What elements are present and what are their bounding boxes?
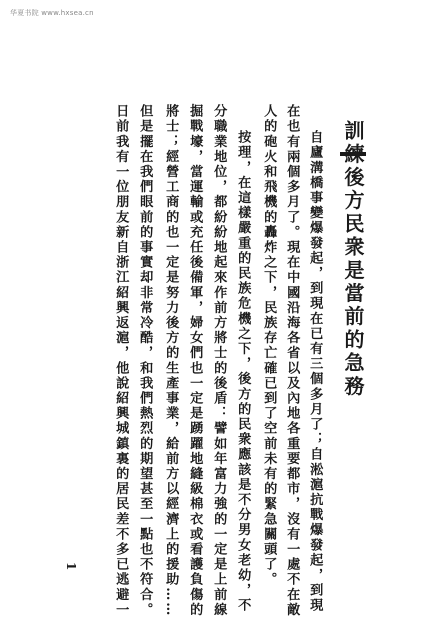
watermark: 华夏书院 www.hxsea.cn: [10, 9, 94, 17]
text-column-2: 在也有兩個多月了。現在中國沿海各省以及內地各重要都市，沒有一處不在敵: [284, 104, 300, 617]
text-column-9: 日前我有一位朋友新自浙江紹興返滬，他說紹興城鎮裏的居民差不多已逃避一: [113, 104, 129, 617]
text-column-1: 自廬溝橋事變爆發起，到現在已有三個多月了；自淞滬抗戰爆發起，到現: [307, 130, 323, 614]
page-number: 1: [64, 562, 78, 571]
text-column-6: 掘戰壕，當運輸或充任後備軍，婦女們也一定是踴躍地縫級棉衣或看護負傷的: [187, 104, 203, 617]
text-column-5: 分職業地位，都紛紛地起來作前方將士的後盾：譬如年富力強的一定是上前線: [211, 104, 227, 617]
text-column-4: 按理，在這樣嚴重的民族危機之下，後方的民衆應該是不分男女老幼，不: [235, 130, 251, 614]
text-column-3: 人的砲火和飛機的轟炸之下，民族存亡確已到了空前未有的緊急關頭了。: [261, 104, 277, 588]
text-column-7: 將士；經營工商的也一定是努力後方的生產事業，給前方以經濟上的援助……: [163, 104, 179, 617]
chapter-title: 訓練後方民衆是當前的急務: [341, 120, 365, 399]
text-column-8: 但是擺在我們眼前的事實却非常冷酷，和我們熱烈的期望甚至一點也不符合。: [137, 104, 153, 617]
